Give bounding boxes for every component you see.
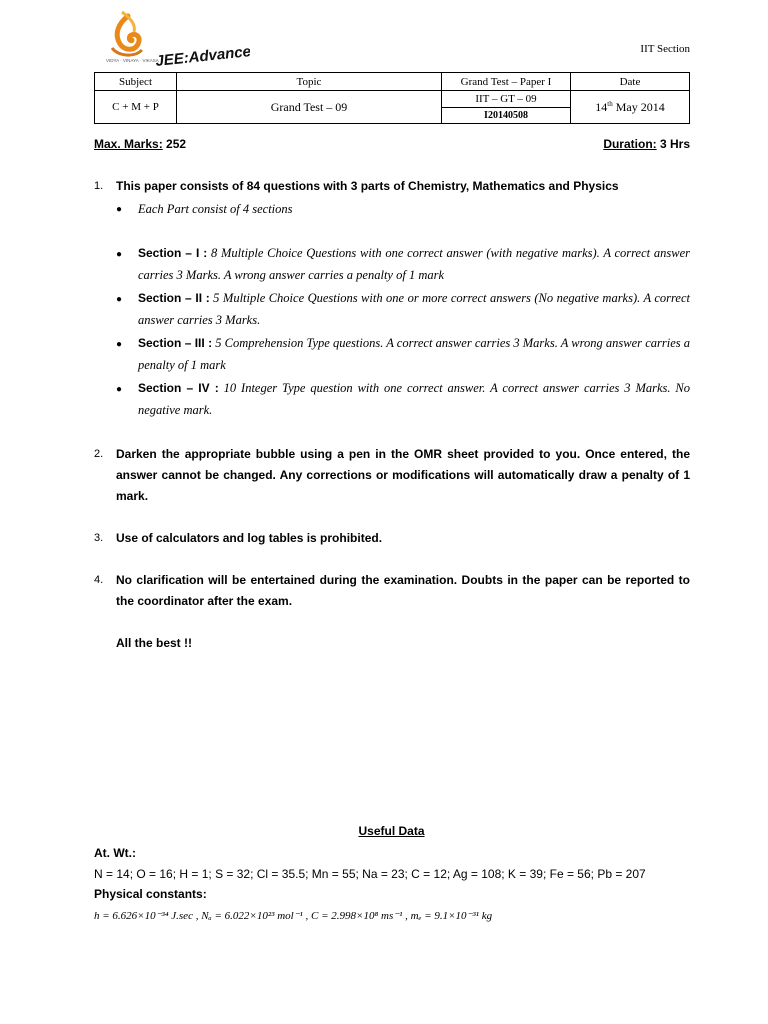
section-label: IIT Section [640, 43, 690, 55]
atomic-weight-values: N = 14; O = 16; H = 1; S = 32; Cl = 35.5; Mn = 55; Na = 23; C = 12; Ag = 108; K = 39; Fe = 56; Pb = 207 [94, 867, 646, 881]
section-3-rule: Section – III : 5 Comprehension Type questions. A correct answer carries 3 Marks. A wrong answer carries a penalty of 1 mark [138, 336, 691, 372]
instruction-3 [94, 528, 690, 550]
date-cell: 14th May 2014 [571, 91, 690, 124]
closing-note: All the best !! [116, 636, 193, 650]
flame-icon [100, 10, 250, 72]
instruction-text: This paper consists of 84 questions with 3 parts of Chemistry, Mathematics and Physics [116, 179, 619, 193]
instruction-text: No clarification will be entertained during the examination. Doubts in the paper can be reported to the coordinator after the exam. [116, 573, 690, 608]
duration: Duration: 3 Hrs [603, 137, 690, 151]
subject-cell: C + M + P [95, 91, 177, 124]
section-1-rule: Section – I : 8 Multiple Choice Questions with one correct answer (with negative marks). A correct answer carries 3 Marks. A wrong answer carries a penalty of 1 mark [138, 246, 690, 282]
instruction-number: 4. [94, 574, 104, 586]
bullet-icon: ● [116, 204, 123, 215]
instruction-4 [94, 570, 690, 660]
test-id-cell: I20140508 [442, 107, 571, 124]
col-date-header: Date [571, 73, 690, 91]
sub-bullet-sections: Each Part consist of 4 sections [138, 202, 293, 216]
col-paper-header: Grand Test – Paper I [442, 73, 571, 91]
bullet-icon: ● [116, 384, 123, 395]
instruction-number: 1. [94, 180, 104, 192]
instruction-text: Use of calculators and log tables is prohibited. [116, 531, 383, 545]
logo-text: JEE:Advance [154, 43, 250, 70]
col-subject-header: Subject [95, 73, 177, 91]
section-4-rule: Section – IV : 10 Integer Type question with one correct answer. A correct answer carries 3 Marks. No negative mark. [138, 381, 691, 417]
physical-constants-label: Physical constants: [94, 887, 207, 901]
instruction-number: 3. [94, 532, 104, 544]
test-code-cell: IIT – GT – 09 [442, 91, 571, 108]
instruction-text: Darken the appropriate bubble using a pen in the OMR sheet provided to you. Once entered, the answer cannot be changed. Any corrections or modifications will automatically draw a penalty of 1 mark. [116, 447, 690, 503]
instruction-number: 2. [94, 448, 104, 460]
useful-data-title: Useful Data [358, 824, 425, 838]
instruction-2 [94, 444, 690, 510]
bullet-icon: ● [116, 294, 123, 305]
institute-logo [100, 10, 250, 72]
topic-cell: Grand Test – 09 [177, 91, 442, 124]
col-topic-header: Topic [177, 73, 442, 91]
physical-constants-values: h = 6.626×10⁻³⁴ J.sec , Nₐ = 6.022×10²³ mol⁻¹ , C = 2.998×10⁸ ms⁻¹ , mₑ = 9.1×10⁻³¹ kg [94, 910, 493, 922]
atomic-weight-label: At. Wt.: [94, 846, 136, 860]
max-marks: Max. Marks: 252 [94, 137, 187, 151]
test-info-table [94, 72, 690, 124]
logo-tagline: VIDYA · VINAYA · VIKASA [106, 58, 159, 63]
section-2-rule: Section – II : 5 Multiple Choice Questions with one or more correct answers (No negative marks). A correct answer carries 3 Marks. [138, 291, 691, 327]
bullet-icon: ● [116, 249, 123, 260]
bullet-icon: ● [116, 339, 123, 350]
instruction-1 [94, 176, 690, 426]
